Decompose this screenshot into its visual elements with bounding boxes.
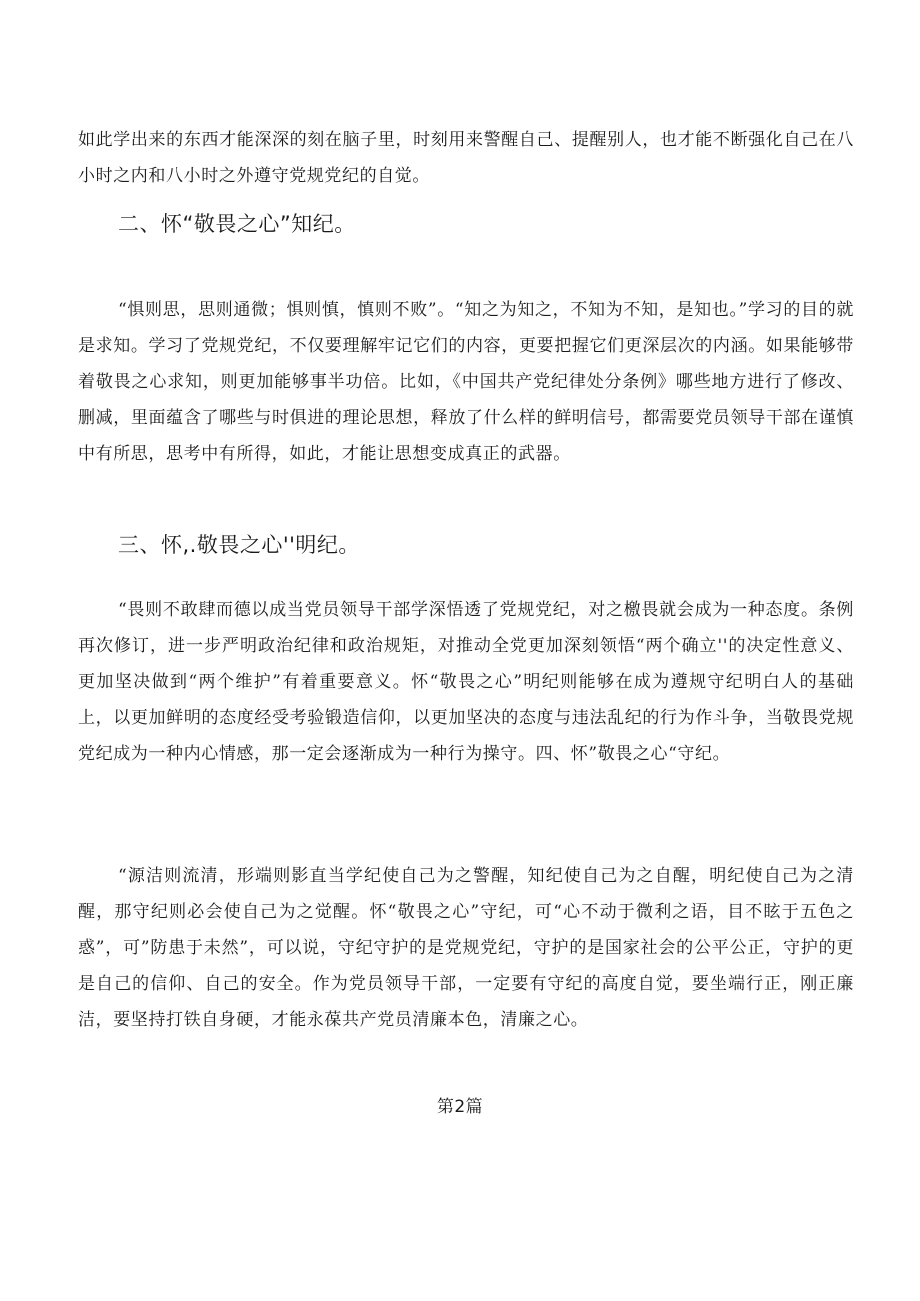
intro-paragraph: 如此学出来的东西才能深深的刻在脑子里，时刻用来警醒自己、提醒别人，也才能不断强化自己在八小时之内和八小时之外遵守党规党纪的自觉。 [78, 130, 854, 186]
section-2-paragraph: “惧则思，思则通微；惧则慎，慎则不败”。“知之为知之，不知为不知，是知也。”学习的目的就是求知。学习了党规党纪，不仅要理解牢记它们的内容，更要把握它们更深层次的内涵。如果能够带着敬畏之心求知，则更加能够事半功倍。比如，《中国共产党纪律处分条例》哪些地方进行了修改、删减，里面蕴含了哪些与时俱进的理论思想，释放了什么样的鲜明信号，都需要党员领导干部在谨慎中有所思，思考中有所得，如此，才能让思想变成真正的武器。 [78, 300, 854, 464]
chapter-label: 第2篇 [436, 1097, 484, 1117]
section-3-paragraph-2: “源洁则流清，形端则影直当学纪使自己为之警醒，知纪使自己为之自醒，明纪使自己为之清醒，那守纪则必会使自己为之觉醒。怀“敬畏之心”守纪，可“心不动于微利之语，目不眩于五色之惑”，可”防患于未然”，可以说，守纪守护的是党规党纪，守护的是国家社会的公平公正，守护的更是自己的信仰、自己的安全。作为党员领导干部，一定要有守纪的高度自觉，要坐端行正，刚正廉洁，要坚持打铁自身硬，才能永葆共产党员清廉本色，清廉之心。 [78, 866, 854, 1030]
section-heading-2: 二、怀“敬畏之心”知纪。 [118, 212, 356, 236]
section-3-paragraph-1: “畏则不敢肆而德以成当党员领导干部学深悟透了党规党纪，对之檄畏就会成为一种态度。条例再次修订，进一步严明政治纪律和政治规矩，对推动全党更加深刻领悟“两个确立''的决定性意义、更加坚决做到“两个维护”有着重要意义。怀“敬畏之心”明纪则能够在成为遵规守纪明白人的基础上，以更加鲜明的态度经受考验锻造信仰，以更加坚决的态度与违法乱纪的行为作斗争，当敬畏党规党纪成为一种内心情感，那一定会逐渐成为一种行为操守。四、怀”敬畏之心“守纪。 [78, 600, 854, 764]
section-heading-3: 三、怀,.敬畏之心''明纪。 [118, 533, 360, 557]
